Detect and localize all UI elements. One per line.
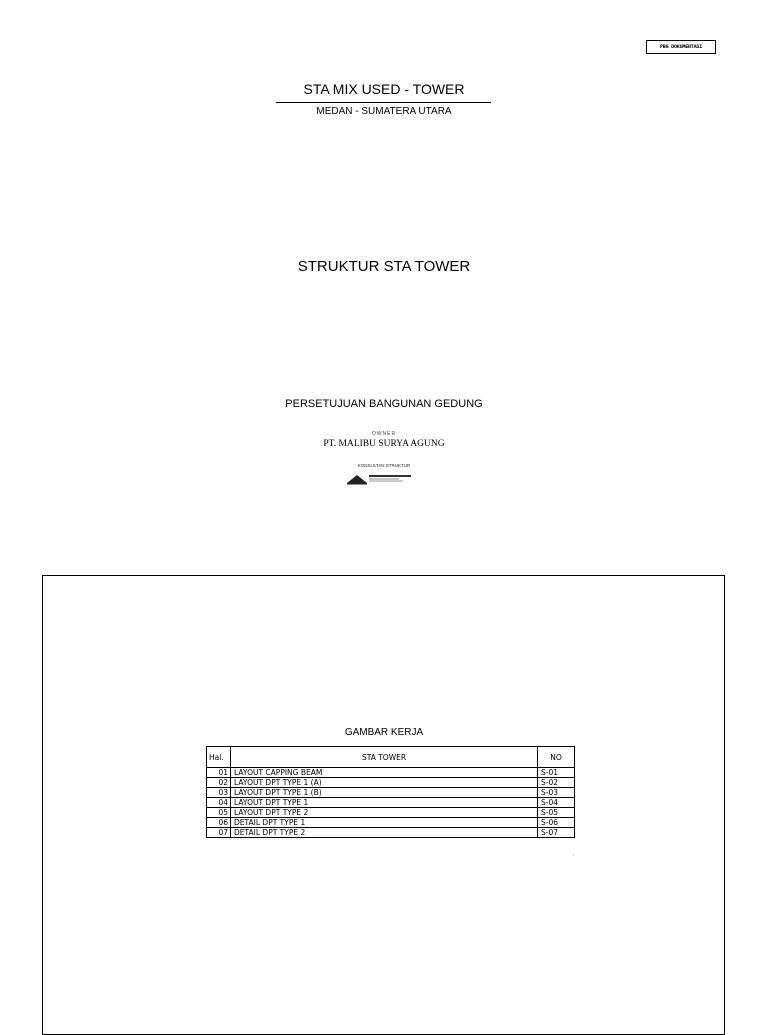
approval-label: PERSETUJUAN BANGUNAN GEDUNG — [285, 398, 483, 410]
row-hal: 07 — [207, 828, 231, 838]
title-underline — [276, 102, 491, 103]
project-title: STA MIX USED - TOWER — [303, 81, 465, 97]
row-hal: 06 — [207, 818, 231, 828]
row-no: S-07 — [538, 828, 575, 838]
table-row — [207, 798, 575, 808]
row-no: S-04 — [538, 798, 575, 808]
row-title: LAYOUT DPT TYPE 1 (B) — [231, 788, 538, 798]
table-row — [207, 808, 575, 818]
table-row — [207, 818, 575, 828]
row-title: DETAIL DPT TYPE 1 — [231, 818, 538, 828]
row-title: LAYOUT DPT TYPE 1 (A) — [231, 778, 538, 788]
row-hal: 04 — [207, 798, 231, 808]
table-row — [207, 788, 575, 798]
column-header-hal: Hal. — [207, 747, 231, 768]
table-row — [207, 768, 575, 778]
row-hal: 03 — [207, 788, 231, 798]
row-no: S-03 — [538, 788, 575, 798]
owner-label: OWNER — [371, 431, 397, 437]
drawing-title: STRUKTUR STA TOWER — [297, 258, 471, 275]
row-no: S-05 — [538, 808, 575, 818]
column-header-title: STA TOWER — [231, 747, 538, 768]
project-location: MEDAN - SUMATERA UTARA — [316, 106, 452, 117]
drawing-index-table — [206, 746, 575, 838]
table-row — [207, 828, 575, 838]
row-no: S-02 — [538, 778, 575, 788]
table-header-row — [207, 747, 575, 768]
row-no: S-06 — [538, 818, 575, 828]
owner-name: PT. MALIBU SURYA AGUNG — [323, 439, 445, 449]
consultant-label: KONSULTAN STRUKTUR — [357, 463, 411, 468]
table-row — [207, 778, 575, 788]
scan-speck — [573, 855, 574, 856]
column-header-no: NO — [538, 747, 575, 768]
consultant-logo — [347, 472, 413, 486]
row-title: DETAIL DPT TYPE 2 — [231, 828, 538, 838]
row-hal: 02 — [207, 778, 231, 788]
row-title: LAYOUT DPT TYPE 2 — [231, 808, 538, 818]
document-stamp: PBG DOKUMENTASI — [646, 40, 716, 54]
row-no: S-01 — [538, 768, 575, 778]
row-title: LAYOUT CAPPING BEAM — [231, 768, 538, 778]
sheet-heading: GAMBAR KERJA — [344, 727, 424, 738]
row-hal: 01 — [207, 768, 231, 778]
row-hal: 05 — [207, 808, 231, 818]
row-title: LAYOUT DPT TYPE 1 — [231, 798, 538, 808]
